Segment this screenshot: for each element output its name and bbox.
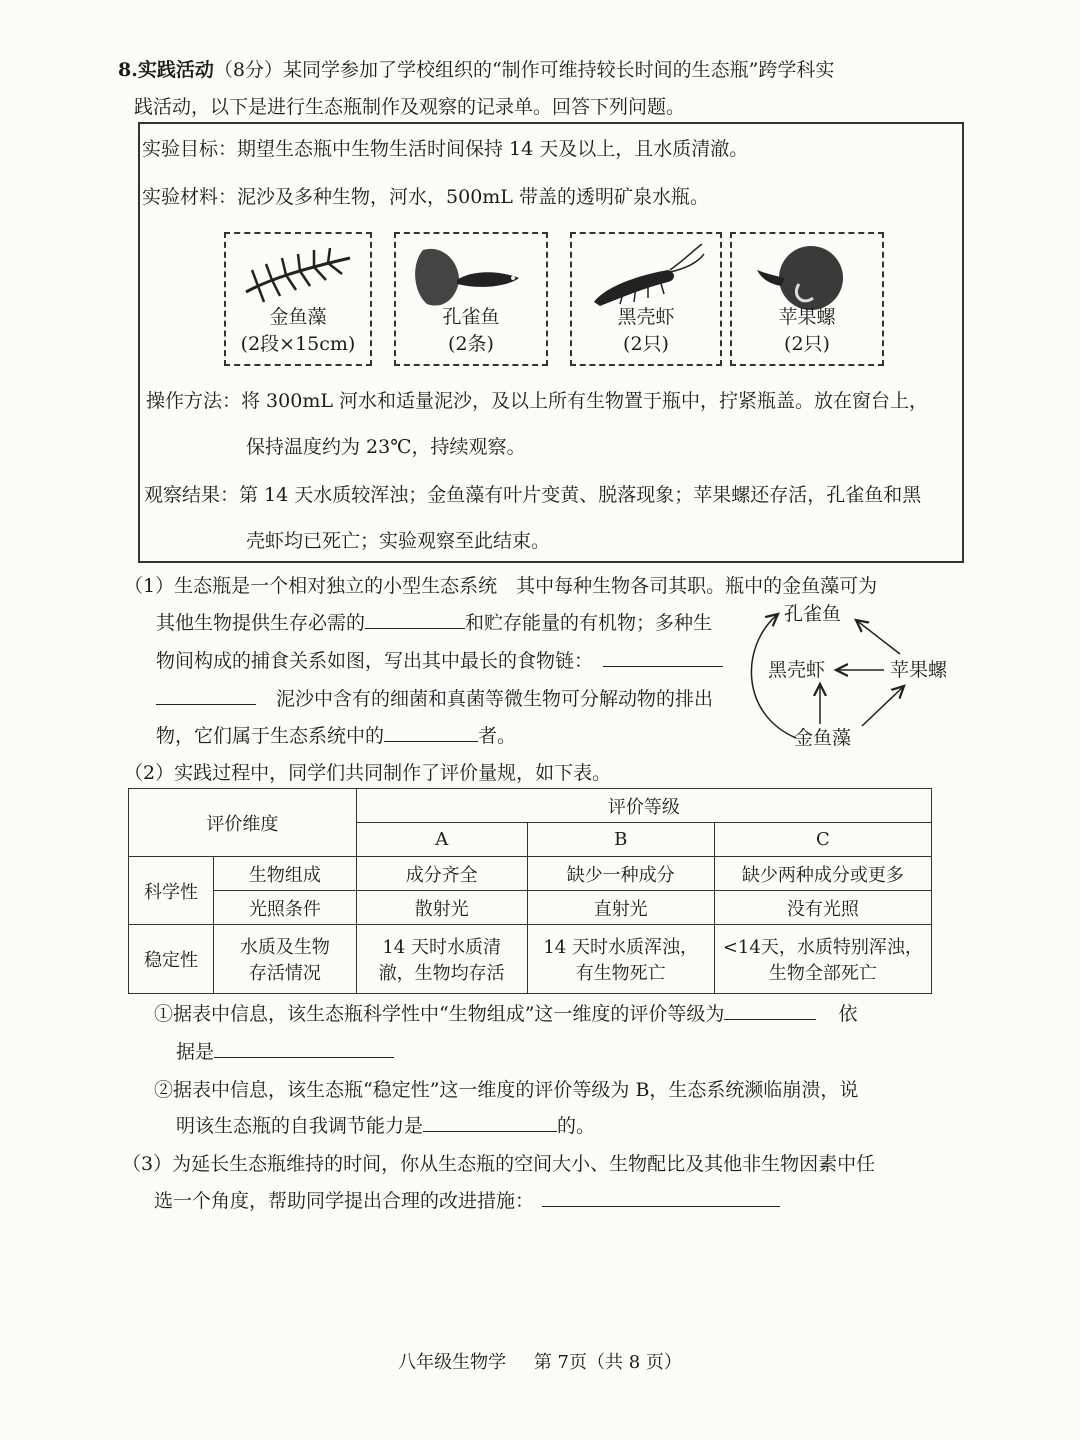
question-intro-line2: 践活动，以下是进行生态瓶制作及观察的记录单。回答下列问题。 [134,96,686,118]
table-item: 水质及生物 存活情况 [214,925,357,994]
materials-row [142,182,709,209]
organism-name: 金鱼藻 [269,306,327,328]
table-cell: 14 天时水质浑浊， 有生物死亡 [527,925,714,994]
method-line1: 将 300mL 河水和适量泥沙，及以上所有生物置于瓶中，拧紧瓶盖。放在窗台上， [241,390,928,412]
arrow-hornwort-to-snail [862,686,904,726]
shrimp-icon [584,240,708,312]
organism-name: 苹果螺 [778,306,836,328]
record-sheet [138,122,964,563]
table-cell: 缺少一种成分 [527,857,714,891]
table-cell: <14天，水质特别浑浊， 生物全部死亡 [714,925,931,994]
part1-line2a: 其他生物提供生存必需的 [156,612,366,634]
footer-page: 第 7页（共 8 页） [533,1352,682,1373]
guppy-fish-icon [409,240,533,312]
table-cell: 直射光 [527,891,714,925]
organism-qty: (2段×15cm) [240,333,356,355]
part2-q1-line2: 据是 [176,1034,394,1071]
part1-line5: 物，它们属于生态系统中的 者。 [156,718,516,755]
page-footer [0,1348,1080,1374]
organism-card-shrimp [570,232,722,366]
part2-q2-line2: 明该生态瓶的自我调节能力是 的。 [176,1108,595,1145]
table-item: 光照条件 [214,891,357,925]
goal-text: 期望生态瓶中生物生活时间保持 14 天及以上，且水质清澈。 [237,138,749,160]
table-cell: 成分齐全 [356,857,527,891]
part3-line1: （3）为延长生态瓶维持的时间，你从生态瓶的空间大小、生物配比及其他非生物因素中任 [122,1153,876,1175]
part2-q1-line1: ①据表中信息，该生态瓶科学性中“生物组成”这一维度的评价等级为 依 [154,996,857,1033]
result-line1: 第 14 天水质较浑浊；金鱼藻有叶片变黄、脱落现象；苹果螺还存活，孔雀鱼和黑 [239,484,922,506]
food-web-diagram [740,596,970,756]
table-header-level: 评价等级 [356,789,931,823]
answer-blank-improvement[interactable] [542,1186,780,1207]
table-level-b: B [527,823,714,857]
table-cell: 缺少两种成分或更多 [714,857,931,891]
question-heading [118,52,938,126]
method-line2: 保持温度约为 23℃，持续观察。 [246,436,526,458]
part1-line4: 泥沙中含有的细菌和真菌等微生物可分解动物的排出 [156,681,713,718]
hornwort-icon [238,240,358,312]
table-group-scientific: 科学性 [129,857,214,925]
answer-blank-rating[interactable] [724,999,816,1020]
part3-line2: 选一个角度，帮助同学提出合理的改进措施： [154,1183,780,1220]
table-cell: 没有光照 [714,891,931,925]
method-label: 操作方法： [146,390,242,412]
organism-card-guppy [394,232,548,366]
goal-label: 实验目标： [142,138,238,160]
table-cell: 散射光 [356,891,527,925]
table-group-stability: 稳定性 [129,925,214,994]
footer-subject: 八年级生物学 [398,1352,507,1373]
organism-qty: (2只) [784,333,830,355]
result-line2: 壳虾均已死亡；实验观察至此结束。 [246,530,551,552]
table-item: 生物组成 [214,857,357,891]
organism-card-hornwort [224,232,372,366]
goal-row [142,134,748,161]
materials-text: 泥沙及多种生物，河水，500mL 带盖的透明矿泉水瓶。 [237,186,709,208]
table-level-c: C [714,823,931,857]
part1-line2b: 和贮存能量的有机物；多种生 [465,612,713,634]
result-row [144,480,921,507]
evaluation-rubric-table [128,788,932,994]
answer-blank-decomposer[interactable] [384,721,478,742]
answer-blank-food-chain[interactable] [603,646,723,667]
part2-q2-line1: ②据表中信息，该生态瓶“稳定性”这一维度的评价等级为 B，生态系统濒临崩溃，说 [154,1079,859,1101]
organism-name: 黑壳虾 [617,306,675,328]
question-number: 8. [118,59,138,81]
part1-line2 [156,605,712,642]
organism-qty: (2条) [448,333,494,355]
answer-blank-regulation[interactable] [423,1111,557,1132]
materials-label: 实验材料： [142,186,238,208]
question-score: （8分） [213,59,283,81]
organism-name: 孔雀鱼 [442,306,500,328]
method-row [146,386,928,413]
part1-line1: （1）生态瓶是一个相对独立的小型生态系统 其中每种生物各司其职。瓶中的金鱼藻可为 [124,575,878,597]
part1-line3: 物间构成的捕食关系如图，写出其中最长的食物链： [156,643,723,680]
question-title: 实践活动 [137,59,214,81]
food-web-node-shrimp: 黑壳虾 [768,659,826,681]
arrow-snail-to-guppy [856,620,900,654]
food-web-node-snail: 苹果螺 [890,659,948,681]
answer-blank-1[interactable] [365,608,465,629]
organism-qty: (2只) [623,333,669,355]
table-header-dimension: 评价维度 [129,789,357,857]
question-intro-line1: 某同学参加了学校组织的“制作可维持较长时间的生态瓶”跨学科实 [282,59,835,81]
answer-blank-food-chain-cont[interactable] [156,684,256,705]
food-web-node-guppy: 孔雀鱼 [784,603,842,625]
result-label: 观察结果： [144,484,240,506]
table-level-a: A [356,823,527,857]
answer-blank-basis[interactable] [214,1037,394,1058]
part2-intro: （2）实践过程中，同学们共同制作了评价量规，如下表。 [124,762,612,784]
food-web-node-hornwort: 金鱼藻 [794,727,852,749]
table-cell: 14 天时水质清 澈，生物均存活 [356,925,527,994]
organism-card-apple-snail [730,232,884,366]
